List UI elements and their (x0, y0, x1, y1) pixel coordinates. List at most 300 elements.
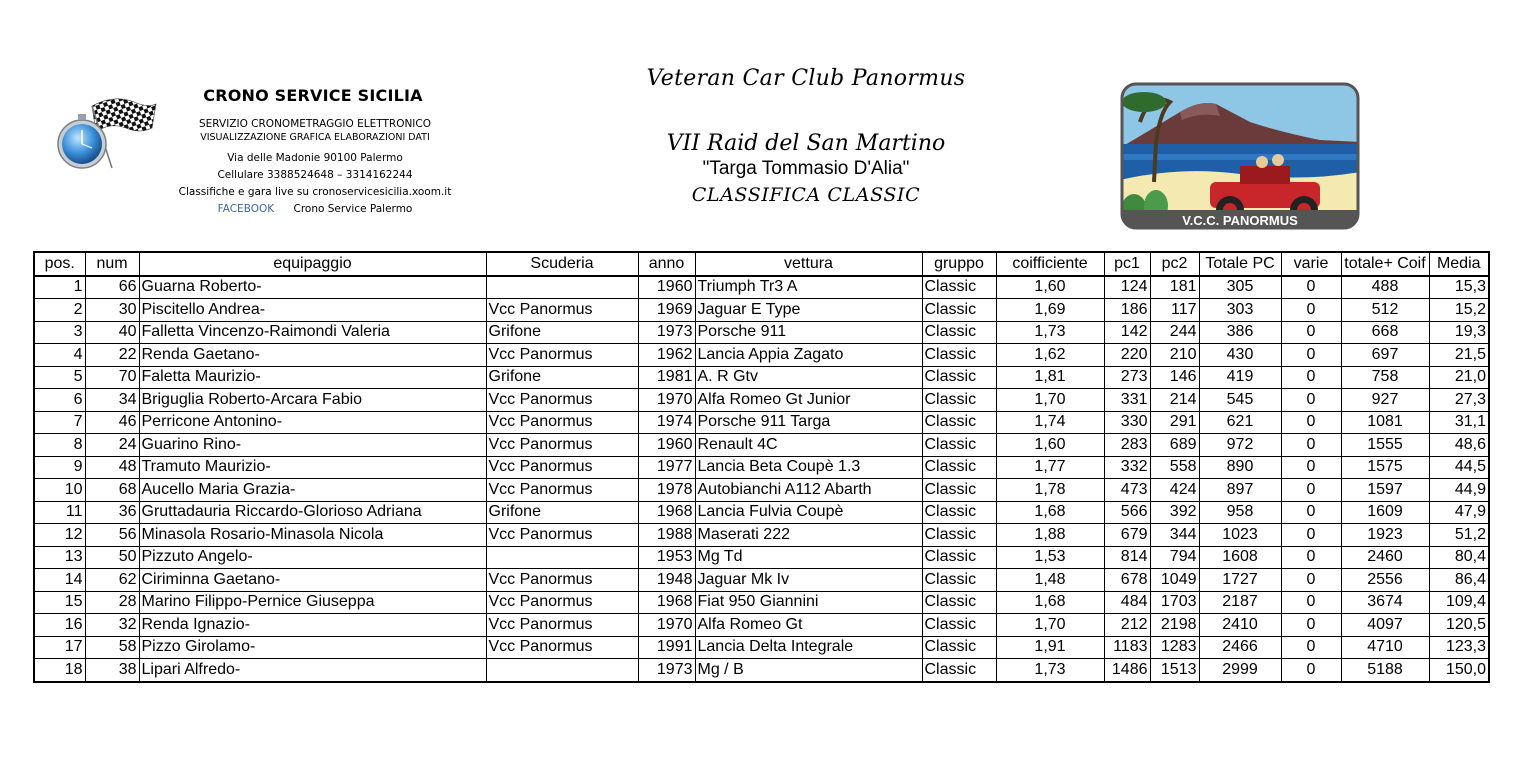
cell-scuderia: Vcc Panormus (486, 299, 638, 322)
cell-equipaggio: Aucello Maria Grazia- (139, 479, 486, 502)
company-website: Classifiche e gara live su cronoservicesicilia.xoom.it (178, 186, 452, 198)
cell-gruppo: Classic (922, 411, 996, 434)
cell-vettura: Mg / B (695, 659, 922, 682)
cell-pc1: 212 (1104, 614, 1150, 637)
cell-coefficiente: 1,68 (996, 591, 1104, 614)
column-header-gruppo: gruppo (922, 252, 996, 276)
cell-varie: 0 (1281, 479, 1341, 502)
cell-coefficiente: 1,91 (996, 636, 1104, 659)
cell-totale-pc: 2187 (1199, 591, 1281, 614)
cell-media: 27,3 (1429, 389, 1489, 412)
results-table (33, 251, 1490, 683)
cell-media: 44,5 (1429, 456, 1489, 479)
cell-anno: 1969 (638, 299, 695, 322)
cell-pc1: 1486 (1104, 659, 1150, 682)
cell-gruppo: Classic (922, 321, 996, 344)
cell-gruppo: Classic (922, 524, 996, 547)
table-row (34, 276, 1489, 299)
cell-varie: 0 (1281, 569, 1341, 592)
cell-media: 51,2 (1429, 524, 1489, 547)
cell-pc1: 679 (1104, 524, 1150, 547)
cell-pc2: 210 (1150, 344, 1199, 367)
event-subtitle: "Targa Tommasio D'Alia" (702, 158, 910, 179)
cell-gruppo: Classic (922, 344, 996, 367)
cell-pc2: 1283 (1150, 636, 1199, 659)
cell-anno: 1970 (638, 389, 695, 412)
cell-totale-coif: 668 (1341, 321, 1429, 344)
cell-pc2: 117 (1150, 299, 1199, 322)
cell-varie: 0 (1281, 411, 1341, 434)
cell-pos: 1 (34, 276, 85, 299)
cell-pos: 10 (34, 479, 85, 502)
club-badge-logo (1120, 82, 1360, 230)
cell-totale-coif: 4097 (1341, 614, 1429, 637)
cell-totale-coif: 1597 (1341, 479, 1429, 502)
cell-totale-pc: 430 (1199, 344, 1281, 367)
cell-vettura: Maserati 222 (695, 524, 922, 547)
cell-equipaggio: Pizzuto Angelo- (139, 546, 486, 569)
cell-equipaggio: Guarna Roberto- (139, 276, 486, 299)
cell-totale-coif: 1081 (1341, 411, 1429, 434)
cell-scuderia: Grifone (486, 366, 638, 389)
cell-num: 68 (85, 479, 139, 502)
cell-equipaggio: Renda Gaetano- (139, 344, 486, 367)
cell-pc1: 186 (1104, 299, 1150, 322)
cell-num: 48 (85, 456, 139, 479)
cell-gruppo: Classic (922, 636, 996, 659)
cell-pc1: 1183 (1104, 636, 1150, 659)
cell-equipaggio: Ciriminna Gaetano- (139, 569, 486, 592)
cell-totale-coif: 4710 (1341, 636, 1429, 659)
cell-pc1: 142 (1104, 321, 1150, 344)
column-header-scuderia: Scuderia (486, 252, 638, 276)
cell-pc1: 124 (1104, 276, 1150, 299)
cell-vettura: Lancia Delta Integrale (695, 636, 922, 659)
cell-num: 58 (85, 636, 139, 659)
cell-varie: 0 (1281, 344, 1341, 367)
cell-gruppo: Classic (922, 299, 996, 322)
cell-equipaggio: Lipari Alfredo- (139, 659, 486, 682)
table-row (34, 456, 1489, 479)
table-row (34, 614, 1489, 637)
cell-totale-pc: 897 (1199, 479, 1281, 502)
cell-equipaggio: Guarino Rino- (139, 434, 486, 457)
cell-anno: 1962 (638, 344, 695, 367)
cell-media: 48,6 (1429, 434, 1489, 457)
facebook-link[interactable]: FACEBOOK (217, 203, 275, 215)
cell-media: 15,3 (1429, 276, 1489, 299)
cell-equipaggio: Minasola Rosario-Minasola Nicola (139, 524, 486, 547)
cell-coefficiente: 1,73 (996, 659, 1104, 682)
cell-varie: 0 (1281, 456, 1341, 479)
cell-pc2: 181 (1150, 276, 1199, 299)
cell-pos: 5 (34, 366, 85, 389)
cell-equipaggio: Gruttadauria Riccardo-Glorioso Adriana (139, 501, 486, 524)
cell-gruppo: Classic (922, 614, 996, 637)
cell-anno: 1991 (638, 636, 695, 659)
cell-pos: 11 (34, 501, 85, 524)
cell-num: 28 (85, 591, 139, 614)
cell-scuderia (486, 276, 638, 299)
cell-vettura: Porsche 911 Targa (695, 411, 922, 434)
cell-anno: 1968 (638, 591, 695, 614)
cell-totale-coif: 1609 (1341, 501, 1429, 524)
cell-varie: 0 (1281, 546, 1341, 569)
cell-scuderia: Vcc Panormus (486, 636, 638, 659)
cell-num: 38 (85, 659, 139, 682)
cell-pc2: 1703 (1150, 591, 1199, 614)
table-row (34, 569, 1489, 592)
cell-scuderia: Vcc Panormus (486, 434, 638, 457)
cell-totale-pc: 2466 (1199, 636, 1281, 659)
cell-gruppo: Classic (922, 276, 996, 299)
table-row (34, 321, 1489, 344)
company-tagline-2: VISUALIZZAZIONE GRAFICA ELABORAZIONI DATI (200, 132, 430, 143)
cell-num: 56 (85, 524, 139, 547)
cell-media: 21,0 (1429, 366, 1489, 389)
cell-pc1: 331 (1104, 389, 1150, 412)
cell-gruppo: Classic (922, 546, 996, 569)
event-title: VII Raid del San Martino (666, 131, 946, 156)
cell-pc2: 146 (1150, 366, 1199, 389)
cell-totale-pc: 386 (1199, 321, 1281, 344)
cell-vettura: Fiat 950 Giannini (695, 591, 922, 614)
cell-totale-pc: 419 (1199, 366, 1281, 389)
table-row (34, 299, 1489, 322)
cell-num: 24 (85, 434, 139, 457)
column-header-pos: pos. (34, 252, 85, 276)
cell-pc2: 1049 (1150, 569, 1199, 592)
table-row (34, 524, 1489, 547)
cell-coefficiente: 1,60 (996, 434, 1104, 457)
cell-vettura: Jaguar Mk Iv (695, 569, 922, 592)
cell-varie: 0 (1281, 299, 1341, 322)
cell-gruppo: Classic (922, 569, 996, 592)
cell-pc2: 2198 (1150, 614, 1199, 637)
cell-totale-coif: 697 (1341, 344, 1429, 367)
cell-media: 150,0 (1429, 659, 1489, 682)
cell-totale-coif: 1555 (1341, 434, 1429, 457)
cell-totale-coif: 2460 (1341, 546, 1429, 569)
cell-media: 31,1 (1429, 411, 1489, 434)
table-row (34, 659, 1489, 682)
cell-varie: 0 (1281, 366, 1341, 389)
cell-pc2: 689 (1150, 434, 1199, 457)
cell-gruppo: Classic (922, 389, 996, 412)
event-header (600, 66, 1012, 206)
cell-varie: 0 (1281, 321, 1341, 344)
table-row (34, 591, 1489, 614)
table-row (34, 344, 1489, 367)
cell-anno: 1974 (638, 411, 695, 434)
cell-coefficiente: 1,70 (996, 614, 1104, 637)
cell-media: 120,5 (1429, 614, 1489, 637)
cell-totale-coif: 927 (1341, 389, 1429, 412)
cell-equipaggio: Faletta Maurizio- (139, 366, 486, 389)
cell-pc2: 558 (1150, 456, 1199, 479)
cell-pc2: 794 (1150, 546, 1199, 569)
cell-num: 62 (85, 569, 139, 592)
table-row (34, 434, 1489, 457)
company-address: Via delle Madonie 90100 Palermo (227, 152, 403, 164)
crono-service-block (160, 86, 470, 215)
cell-anno: 1978 (638, 479, 695, 502)
club-name: Veteran Car Club Panormus (646, 66, 966, 91)
cell-anno: 1988 (638, 524, 695, 547)
cell-anno: 1973 (638, 659, 695, 682)
cell-scuderia: Vcc Panormus (486, 524, 638, 547)
cell-media: 109,4 (1429, 591, 1489, 614)
cell-pos: 17 (34, 636, 85, 659)
cell-vettura: Mg Td (695, 546, 922, 569)
cell-gruppo: Classic (922, 434, 996, 457)
cell-media: 21,5 (1429, 344, 1489, 367)
cell-totale-pc: 621 (1199, 411, 1281, 434)
cell-vettura: Lancia Appia Zagato (695, 344, 922, 367)
cell-vettura: Alfa Romeo Gt Junior (695, 389, 922, 412)
cell-coefficiente: 1,68 (996, 501, 1104, 524)
cell-pc1: 473 (1104, 479, 1150, 502)
cell-vettura: Autobianchi A112 Abarth (695, 479, 922, 502)
cell-pos: 18 (34, 659, 85, 682)
cell-pc2: 214 (1150, 389, 1199, 412)
cell-pos: 12 (34, 524, 85, 547)
cell-media: 47,9 (1429, 501, 1489, 524)
cell-pc1: 220 (1104, 344, 1150, 367)
cell-scuderia: Vcc Panormus (486, 569, 638, 592)
cell-coefficiente: 1,62 (996, 344, 1104, 367)
table-row (34, 636, 1489, 659)
cell-totale-coif: 1575 (1341, 456, 1429, 479)
cell-vettura: Lancia Fulvia Coupè (695, 501, 922, 524)
cell-pc1: 330 (1104, 411, 1150, 434)
column-header-pc2: pc2 (1150, 252, 1199, 276)
cell-pc2: 244 (1150, 321, 1199, 344)
cell-coefficiente: 1,60 (996, 276, 1104, 299)
table-body (34, 276, 1489, 682)
cell-coefficiente: 1,69 (996, 299, 1104, 322)
table-header-row (34, 252, 1489, 276)
cell-pos: 6 (34, 389, 85, 412)
table-row (34, 501, 1489, 524)
cell-equipaggio: Briguglia Roberto-Arcara Fabio (139, 389, 486, 412)
cell-coefficiente: 1,78 (996, 479, 1104, 502)
cell-vettura: A. R Gtv (695, 366, 922, 389)
cell-media: 86,4 (1429, 569, 1489, 592)
column-header-totale-coif: totale+ Coif (1341, 252, 1429, 276)
cell-scuderia (486, 546, 638, 569)
cell-pc2: 424 (1150, 479, 1199, 502)
cell-varie: 0 (1281, 591, 1341, 614)
table-row (34, 546, 1489, 569)
cell-pc2: 291 (1150, 411, 1199, 434)
cell-num: 36 (85, 501, 139, 524)
company-phone: Cellulare 3388524648 – 3314162244 (217, 169, 413, 181)
cell-totale-pc: 305 (1199, 276, 1281, 299)
column-header-num: num (85, 252, 139, 276)
company-name: CRONO SERVICE SICILIA (203, 86, 423, 105)
cell-anno: 1968 (638, 501, 695, 524)
cell-scuderia (486, 659, 638, 682)
cell-equipaggio: Tramuto Maurizio- (139, 456, 486, 479)
cell-equipaggio: Piscitello Andrea- (139, 299, 486, 322)
facebook-page-name: Crono Service Palermo (293, 203, 413, 215)
cell-pos: 16 (34, 614, 85, 637)
cell-coefficiente: 1,88 (996, 524, 1104, 547)
cell-coefficiente: 1,77 (996, 456, 1104, 479)
cell-anno: 1948 (638, 569, 695, 592)
cell-totale-coif: 5188 (1341, 659, 1429, 682)
cell-varie: 0 (1281, 389, 1341, 412)
cell-scuderia: Vcc Panormus (486, 456, 638, 479)
cell-equipaggio: Falletta Vincenzo-Raimondi Valeria (139, 321, 486, 344)
cell-pc1: 678 (1104, 569, 1150, 592)
cell-anno: 1973 (638, 321, 695, 344)
cell-coefficiente: 1,53 (996, 546, 1104, 569)
cell-totale-coif: 2556 (1341, 569, 1429, 592)
company-social (160, 203, 470, 215)
cell-scuderia: Vcc Panormus (486, 614, 638, 637)
cell-totale-pc: 1023 (1199, 524, 1281, 547)
cell-anno: 1970 (638, 614, 695, 637)
cell-pc1: 814 (1104, 546, 1150, 569)
cell-num: 22 (85, 344, 139, 367)
cell-vettura: Alfa Romeo Gt (695, 614, 922, 637)
cell-vettura: Triumph Tr3 A (695, 276, 922, 299)
cell-media: 44,9 (1429, 479, 1489, 502)
cell-pos: 7 (34, 411, 85, 434)
stopwatch-flag-icon (52, 92, 160, 174)
cell-anno: 1953 (638, 546, 695, 569)
cell-equipaggio: Pizzo Girolamo- (139, 636, 486, 659)
cell-gruppo: Classic (922, 659, 996, 682)
table-row (34, 479, 1489, 502)
cell-pc2: 344 (1150, 524, 1199, 547)
cell-coefficiente: 1,70 (996, 389, 1104, 412)
cell-vettura: Porsche 911 (695, 321, 922, 344)
classification-title: CLASSIFICA CLASSIC (691, 184, 921, 206)
cell-num: 30 (85, 299, 139, 322)
column-header-pc1: pc1 (1104, 252, 1150, 276)
badge-text: V.C.C. PANORMUS (1182, 213, 1298, 228)
cell-gruppo: Classic (922, 591, 996, 614)
cell-varie: 0 (1281, 636, 1341, 659)
cell-totale-pc: 545 (1199, 389, 1281, 412)
cell-totale-coif: 758 (1341, 366, 1429, 389)
cell-pos: 14 (34, 569, 85, 592)
cell-media: 15,2 (1429, 299, 1489, 322)
table-row (34, 411, 1489, 434)
cell-anno: 1960 (638, 434, 695, 457)
cell-media: 80,4 (1429, 546, 1489, 569)
cell-totale-coif: 3674 (1341, 591, 1429, 614)
cell-pc1: 566 (1104, 501, 1150, 524)
cell-pc2: 392 (1150, 501, 1199, 524)
cell-totale-pc: 1727 (1199, 569, 1281, 592)
column-header-anno: anno (638, 252, 695, 276)
column-header-media: Media (1429, 252, 1489, 276)
cell-num: 70 (85, 366, 139, 389)
cell-varie: 0 (1281, 276, 1341, 299)
column-header-equipaggio: equipaggio (139, 252, 486, 276)
cell-pc1: 332 (1104, 456, 1150, 479)
cell-totale-coif: 1923 (1341, 524, 1429, 547)
cell-totale-pc: 2410 (1199, 614, 1281, 637)
cell-pos: 3 (34, 321, 85, 344)
cell-scuderia: Vcc Panormus (486, 389, 638, 412)
cell-totale-pc: 2999 (1199, 659, 1281, 682)
column-header-varie: varie (1281, 252, 1341, 276)
cell-varie: 0 (1281, 614, 1341, 637)
cell-totale-pc: 303 (1199, 299, 1281, 322)
cell-gruppo: Classic (922, 366, 996, 389)
cell-equipaggio: Renda Ignazio- (139, 614, 486, 637)
cell-equipaggio: Marino Filippo-Pernice Giuseppa (139, 591, 486, 614)
cell-media: 123,3 (1429, 636, 1489, 659)
table-row (34, 389, 1489, 412)
cell-num: 34 (85, 389, 139, 412)
cell-num: 50 (85, 546, 139, 569)
cell-anno: 1981 (638, 366, 695, 389)
cell-varie: 0 (1281, 524, 1341, 547)
column-header-coefficiente: coifficiente (996, 252, 1104, 276)
cell-scuderia: Vcc Panormus (486, 479, 638, 502)
cell-pc1: 283 (1104, 434, 1150, 457)
cell-equipaggio: Perricone Antonino- (139, 411, 486, 434)
cell-num: 66 (85, 276, 139, 299)
cell-anno: 1977 (638, 456, 695, 479)
column-header-totale-pc: Totale PC (1199, 252, 1281, 276)
cell-scuderia: Vcc Panormus (486, 411, 638, 434)
cell-num: 40 (85, 321, 139, 344)
cell-varie: 0 (1281, 501, 1341, 524)
cell-scuderia: Grifone (486, 321, 638, 344)
cell-coefficiente: 1,48 (996, 569, 1104, 592)
cell-vettura: Renault 4C (695, 434, 922, 457)
cell-totale-pc: 1608 (1199, 546, 1281, 569)
cell-pos: 2 (34, 299, 85, 322)
cell-varie: 0 (1281, 659, 1341, 682)
cell-gruppo: Classic (922, 456, 996, 479)
cell-scuderia: Grifone (486, 501, 638, 524)
cell-gruppo: Classic (922, 501, 996, 524)
cell-gruppo: Classic (922, 479, 996, 502)
cell-pos: 8 (34, 434, 85, 457)
cell-pc1: 484 (1104, 591, 1150, 614)
cell-totale-pc: 890 (1199, 456, 1281, 479)
cell-varie: 0 (1281, 434, 1341, 457)
company-tagline-1: SERVIZIO CRONOMETRAGGIO ELETTRONICO (198, 118, 432, 130)
cell-totale-pc: 972 (1199, 434, 1281, 457)
cell-num: 46 (85, 411, 139, 434)
cell-coefficiente: 1,81 (996, 366, 1104, 389)
cell-pc1: 273 (1104, 366, 1150, 389)
cell-media: 19,3 (1429, 321, 1489, 344)
cell-anno: 1960 (638, 276, 695, 299)
cell-num: 32 (85, 614, 139, 637)
cell-totale-pc: 958 (1199, 501, 1281, 524)
cell-pc2: 1513 (1150, 659, 1199, 682)
cell-pos: 15 (34, 591, 85, 614)
cell-scuderia: Vcc Panormus (486, 591, 638, 614)
cell-pos: 13 (34, 546, 85, 569)
cell-totale-coif: 512 (1341, 299, 1429, 322)
cell-coefficiente: 1,73 (996, 321, 1104, 344)
cell-coefficiente: 1,74 (996, 411, 1104, 434)
cell-pos: 9 (34, 456, 85, 479)
column-header-vettura: vettura (695, 252, 922, 276)
cell-vettura: Jaguar E Type (695, 299, 922, 322)
